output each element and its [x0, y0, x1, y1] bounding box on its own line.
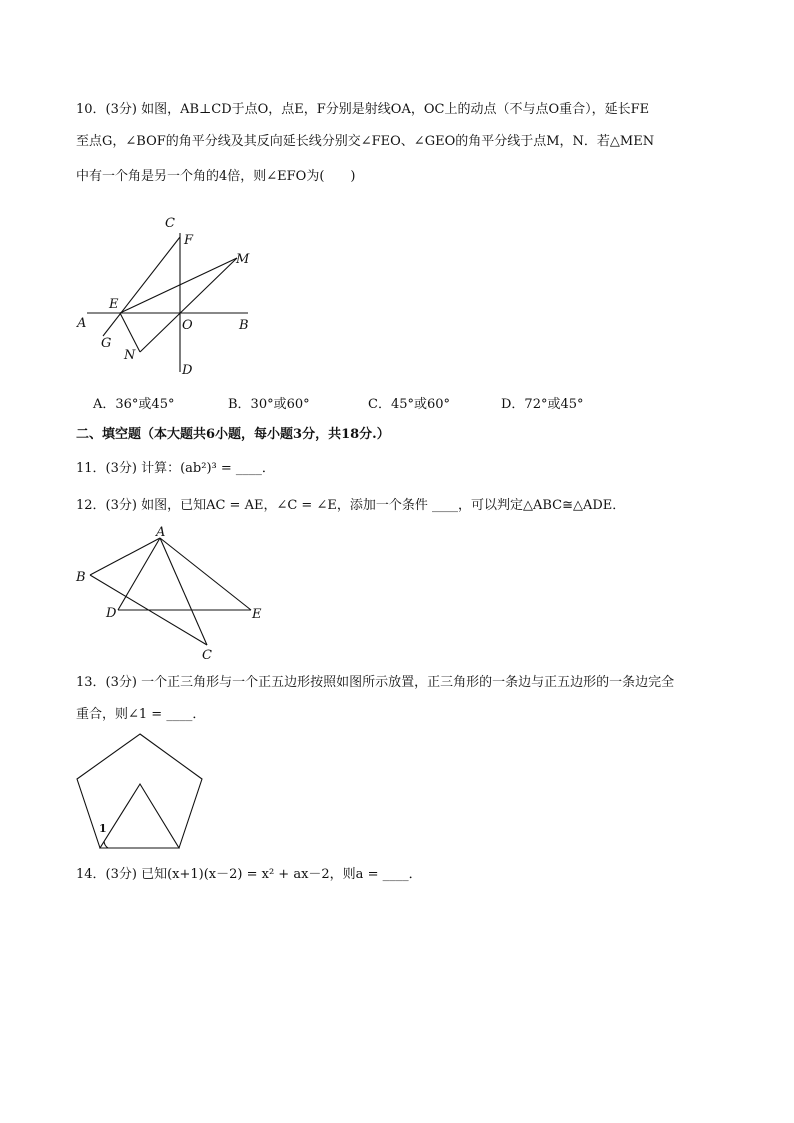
q10-line-2: 至点G，∠BOF的角平分线及其反向延长线分别交∠FEO、∠GEO的角平分线于点M，N．若△MEN — [76, 134, 655, 149]
label-c: C — [165, 216, 175, 231]
label-f: F — [184, 233, 194, 248]
equilateral-triangle — [100, 784, 179, 848]
angle-1-label: 1 — [99, 822, 107, 835]
label-b: B — [76, 570, 86, 585]
angle-1-arc — [104, 841, 108, 848]
q10-line-3: 中有一个角是另一个角的4倍，则∠EFO为( ) — [76, 169, 356, 184]
q12-text: 12．(3分) 如图，已知AC = AE，∠C = ∠E，添加一个条件 ____，可以判定△ABC≅△ADE． — [76, 498, 626, 513]
q10-option-b: B．30°或60° — [228, 397, 310, 412]
label-n: N — [124, 348, 136, 363]
label-a: A — [77, 316, 87, 331]
label-b: B — [239, 318, 249, 333]
label-o: O — [182, 318, 193, 333]
label-g: G — [101, 336, 112, 351]
label-a: A — [156, 525, 166, 540]
label-d: D — [182, 363, 193, 378]
q10-option-d: D．72°或45° — [501, 397, 584, 412]
q10-line-1: 10．(3分) 如图，AB⊥CD于点O，点E，F分别是射线OA，OC上的动点（不与点O重合），延长FE — [76, 102, 650, 117]
label-e: E — [109, 297, 119, 312]
section-heading-fill-blank: 二、填空题（本大题共6小题，每小题3分，共18分.） — [76, 427, 390, 442]
label-e: E — [252, 607, 262, 622]
q10-option-a: A．36°或45° — [93, 397, 175, 412]
q13-line-2: 重合，则∠1 = ____． — [76, 707, 206, 722]
label-m: M — [236, 252, 250, 267]
q14-text: 14．(3分) 已知(x+1)(x－2) = x² + ax－2，则a = ____． — [76, 867, 422, 882]
label-d: D — [106, 606, 117, 621]
q11-text: 11．(3分) 计算：(ab²)³ = ____． — [76, 461, 275, 476]
q13-line-1: 13．(3分) 一个正三角形与一个正五边形按照如图所示放置，正三角形的一条边与正五边形的一条边完全 — [76, 675, 675, 690]
q10-option-c: C．45°或60° — [368, 397, 451, 412]
label-c: C — [202, 648, 212, 663]
regular-pentagon — [77, 734, 202, 848]
